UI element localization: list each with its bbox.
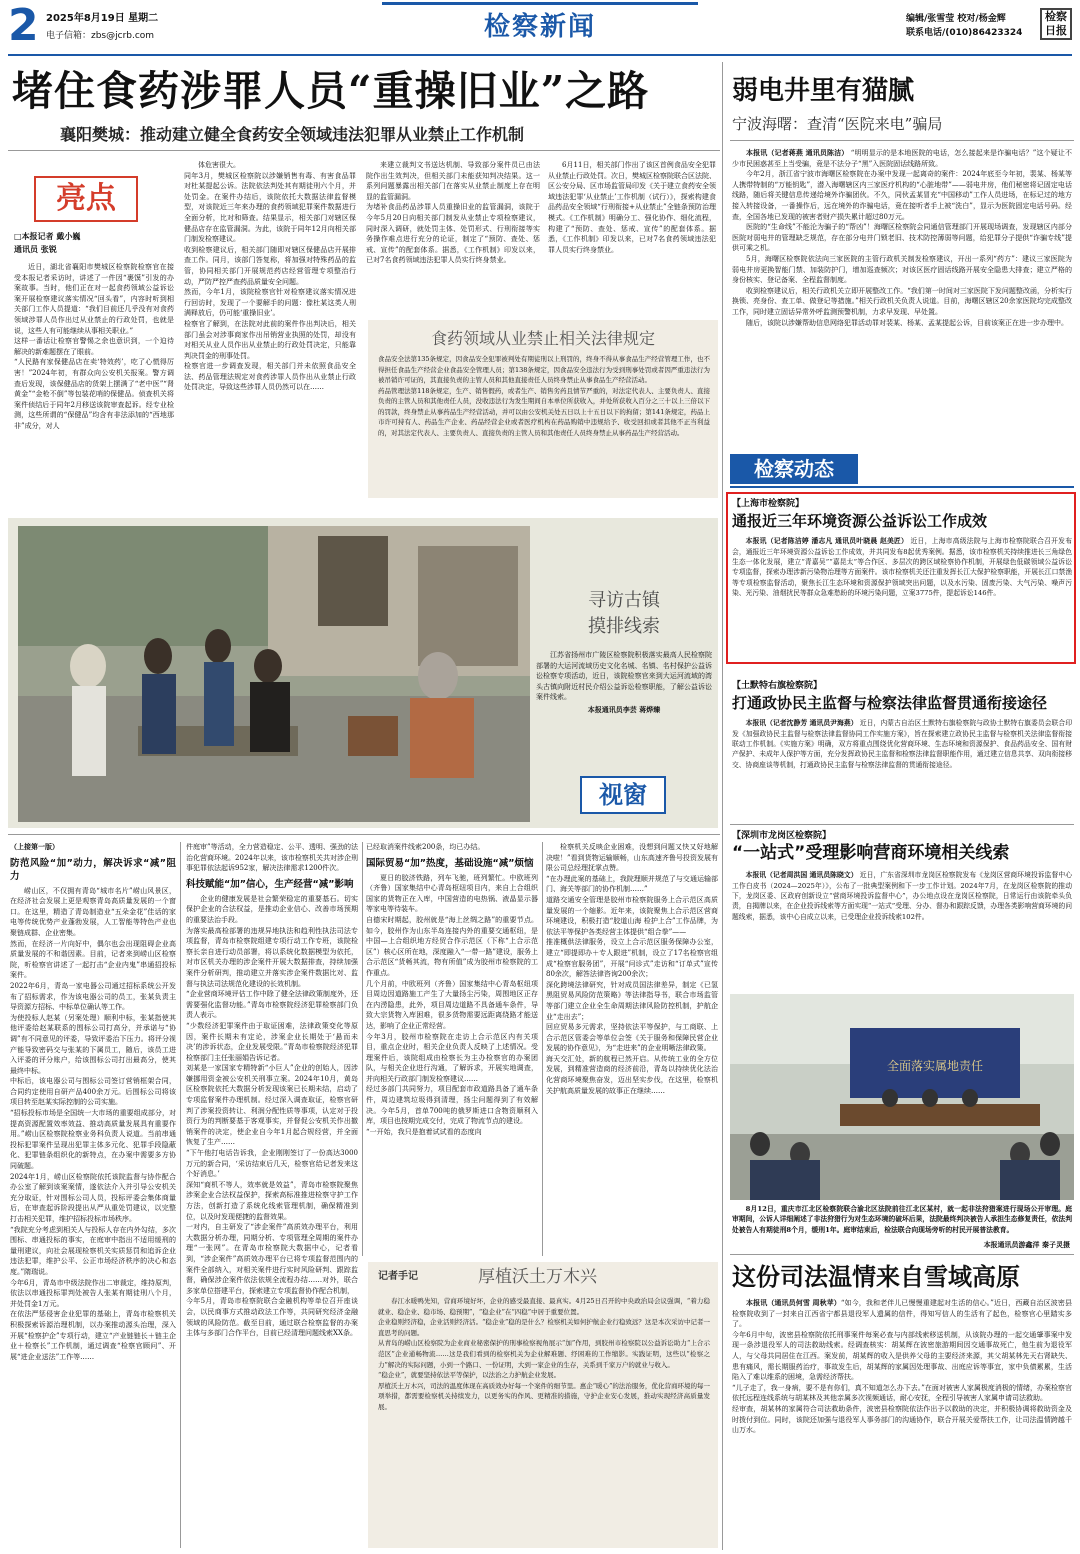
brief-longgang (732, 830, 1072, 978)
courtroom-scene-image (730, 994, 1074, 1200)
brief-title: 通报近三年环境资源公益诉讼工作成效 (732, 512, 988, 531)
right-story-body (732, 148, 1072, 448)
brief-byline: 本报讯（记者陈洁婷 潘志凡 通讯员叶晓晨 赵美匠） (745, 537, 909, 546)
right-headline: 弱电井里有猫腻 (732, 76, 915, 106)
continuation-text-2: 企业的健康发展是社会繁荣稳定的重要基石。切实保护企业的合法权益，是推动企业信心、改善市场预期的重要法治手段。 为落实最高检部署的违规异地执法和趋利性执法司法专项监督，青岛市检察院组建专项行动工作专班，该院检察长亲自进行动员部署，将以系统化数据模型为依托，对市区机关办理的涉企案件开展大数据排查，持续加强案件分析研判，推动建立并落实涉企案件数据比对、监督与执法司法规范化建设的长效机制。 “企业营商环境评估工作中除了健全法律政策制度外，还需要强化监督功能。”青岛市检察院经济犯罪检察部门负责人表示。 “少数经济犯罪案件由于取证困难，法律政策变化等原因，案件长期未有定论，涉案企业长期处于‘悬而未决’的涉诉状态，企业发展受限。”青岛市检察院经济犯罪检察部门主任张丽娟告诉记者。 刘某是一家国家专精特新“小巨人”企业的创始人，因涉嫌挪用资金被公安机关刑事立案。2024年10月，黄岛区检察院依托大数据分析发现该案已长期未结，启动了专项监督案件办理机制。经过深入调查取证，检察官研判了涉案投资转让、利润分配性质等事项，认定对于投资行为的判断要基于客观事实，并督促公安机关作出撤销案件的决定，使企业自今年1月起合规经营，并全面恢复了生产…… “下午他打电话告诉我，企业刚刚签订了一份高达3000万元的新合同，‘采访结束后几天，检察官给记者发来这个好消息。’ 深知“商机不等人，效率就是效益”，青岛市检察院聚焦涉案企业合法权益保护，探索高标准推进检察守护工作方法，创新打造了系统化线索管理机制，确保精准到位，以及时发现便捷的监督效果。 一对内，自主研发了“涉企案件”高质效办理平台，利用大数据分析办理，同期分析、专项管理全周期的案件办理“一张网”。在青岛市检察院大数据中心，记者看到，“涉企案件”高质效办理平台已将专项监督范围内的案件全部纳入，对相关案件进行实时风险研判、跟踪监督，确保涉企案件依法依规全流程办结……对外，联合多家单位搭建平台，探索建立专项监督协作配合机制， 今年5月，青岛市检察院联合金融机构等单位召开座谈会，以民商事方式推动政法工作等，共同研究经济金融领域的风险防范。截至目前，通过联合检察监督的办案主体与多部门合作平台，目前已经清理问题线索XX条。 (186, 894, 358, 1338)
lead-column-4: 6月11日，相关部门作出了该区首例食品安全犯罪从业禁止行政处罚。次日，樊城区检察院联合区法院、区公安分局、区市场监管局印发《关于建立食药安全领域违法犯罪‘从业禁止’工作机制（试行）》，探索构建食品药品安全领域“行刑衔接+从业禁止”全链条预防治理模式。《工作机制》明确分工、强化协作、细化流程，构建了“预防、查处、惩戒、宣传”的配套体系。据悉，《工作机制》印发以来，已对7名食药领域违法犯罪人员实行终身禁业。 (548, 161, 716, 254)
divider (730, 1254, 1074, 1255)
law-box-text: 食品安全法第135条规定，因食品安全犯罪被判处有期徒刑以上刑罚的，终身不得从事食品生产经营管理工作，也不得担任食品生产经营企业食品安全管理人员；第138条规定，因食品安全违法行为受到刑事处罚或者因严重违法行为被吊销许可证的，其直接负责的主管人员和其他直接责任人员终身禁止从事食品生产经营活动。 药品管理法第118条规定，生产、销售假药，或者生产、销售劣药且情节严重的，对法定代表人、主要负责人、直接负责的主管人员和其他责任人员，没收违法行为发生期间自本单位所获收入，并处所获收入百分之三十以上三倍以下的罚款，终身禁止从事药品生产经营活动，并可以由公安机关处五日以上十五日以下的拘留；第141条规定，药品上市许可持有人、药品生产企业、药品经营企业或者医疗机构在药品购销中违规给予、收受回扣或者其他不正当利益的，对其法定代表人、主要负责人、直接负责的主管人员和其他责任人员终身禁止从事药品生产经营活动。 (378, 355, 710, 437)
photo-title-line1: 寻访古镇 (588, 590, 660, 611)
lead-column-2: 体危害很大。 同年3月，樊城区检察院以涉嫌销售有毒、有害食品罪对杜某提起公诉。法院依法判处其有期徒刑六个月，并处罚金。在案件办结后，该院依托大数据法律监督模型，对该院近三年来办理的食药领域犯罪案件数据进行全面分析，比对和筛查。结果显示，相关部门对辖区保健品店存在监管漏洞。为此，该院于同年12月向相关部门制发检察建议。 收到检察建议后，相关部门随即对辖区保健品店开展排查工作。同月，该部门答复称，将加强对特殊药品的监管，协同相关部门开展规范药店经营管理专项整治行动，严防严控严查药品质量安全问题。 然而，今年1月，该院检察官针对检察建议落实情况进行回访时，发现了一个要解手的问题：像杜某这类人刑满释放后，仍可能‘重操旧业’。 检察官了解到，在法院对此前的案件作出判决后，相关部门虽会对涉事商家作出吊销营业执照的处罚，却没有对相关从业人员作出从业禁止的行政处罚决定，只能靠判决罚金的刑事处罚。 检察官进一步调查发现，相关部门并未依照食品安全法、药品管理法规定对食药涉罪人员作出从业禁止行政处罚决定，导致这些涉罪人员仍然可以在…… (184, 161, 356, 392)
screen-slogan: 全面落实属地责任 (886, 1059, 984, 1073)
column-divider (722, 62, 723, 1550)
lead-headline: 堵住食药涉罪人员“重操旧业”之路 (12, 67, 650, 115)
lead-byline: □本报记者 戴小巍 通讯员 张锐 (14, 231, 81, 254)
brief-text: 近日，广东省深圳市龙岗区检察院发布《龙岗区营商环境投诉监督中心工作白皮书（2024—2025年）》，公布了一批典型案例和下一步工作计划。2024年7月，在龙岗区检察院的推动下，龙岗区委、区政府创新设立“营商环境投诉监督中心”，办公地点设在龙岗区检察院，日常运行由该院牵头负责，自揭牌以来，在企业投诉线索等方面实现“一站式”受理、分办、督办和跟踪反馈，办理各类影响营商环境的问题线索，据悉，该中心自成立以来，已受理企业投诉线索102件。 (732, 871, 1072, 921)
right-story-p4: 5月，海曙区检察院依法向三家医院的主管行政机关制发检察建议，开出一系列“药方”：建议三家医院为弱电井房更换智能门禁、加装防护门，增加巡查频次；对该区医疗固话线路开展安全隐患大排查；建立严格的身份核实、登记备案、全程监督制度。 (732, 254, 1072, 285)
reporter-note-title: 厚植沃土万木兴 (478, 1267, 597, 1287)
photo-caption: 江苏省扬州市广陵区检察院积极落实最高人民检察院部署的大运河流域历史文化名城、名镇、名村保护公益诉讼检察专项活动，近日，该院检察官来到大运河流域的湾头古镇向附近村民介绍公益诉讼检察职能，了解公益诉讼案件线索。 (536, 651, 712, 701)
section-rule (730, 486, 1074, 488)
header-divider (8, 54, 1072, 56)
caption-text: 8月12日，重庆市江北区检察院联合渝北区法院前往江北区某村，就一起非法狩猎案进行现场公开审理。庭审期间，公诉人详细阐述了非法狩猎行为对生态环境的破坏后果，法院最终判决被告人承担生态修复责任，依法判处被告人有期徒刑8个月，缓刑1年。庭审结束后，检法联合向现场旁听的村民开展普法教育。 (732, 1205, 1072, 1234)
right-story-p1: “明明显示的是本地医院的电话，怎么接起来是诈骗电话？”这个疑让不少市民困惑甚至上当受骗，竟是不法分子“黑”入医院固话线路所致。 (732, 149, 1072, 168)
brief-text: 近日，上海市高级法院与上海市检察院联合召开发布会，通报近三年环境资源公益诉讼工作成效，并共同发布8起优秀案例。据悉，该市检察机关持续推进长三角绿色生态一体化发展，建立“青嘉吴”“嘉昆太”等合作区、多层次的跨区域检察协作机制，开展绿色低碳领域公益诉讼专项监督，探索办理涉新污染物治理等方面案件。该市检察机关还注重发挥长江大保护检察职能，开展长江口禁渔等专项检察监督活动，聚焦长江生态环境和资源保护领域突出问题，以及水污染、固废污染、大气污染、噪声污染、光污染、油烟扰民等群众急难愁盼的环境污染问题，立案3775件，提起诉讼146件。 (732, 537, 1072, 598)
brief-byline: 本报讯（记者沈静芳 通讯员尹海燕） (745, 719, 858, 728)
law-box-title: 食药领域从业禁止相关法律规定 (430, 329, 655, 348)
lead-subhead: 襄阳樊城：推动建立健全食药安全领域违法犯罪从业禁止工作机制 (60, 125, 525, 144)
photo-title-line2: 摸排线索 (588, 616, 660, 637)
continued-from-note: （上接第一版） (10, 842, 59, 851)
window-badge: 视窗 (580, 776, 666, 814)
lead-column-3: 来建立裁判文书送达机制、导致部分案件员已由法院作出生效判决，但相关部门未能获知判决结果。这一系列问题暴露出相关部门在落实从业禁止制度上存在明显的监管漏洞。 为堵补食品药品涉罪人员重操旧业的监管漏洞，该院于今年5月20日向相关部门制发从业禁止专项检察建议，同时深入调研，就处罚主体、处罚形式、行刑衔接等实务操作难点进行充分的论证，制定了“预防、查处、惩戒、宣传”的配套体系。据悉，《工作机制》印发以来，已对7名食药领域违法犯罪人员实行终身禁业。 (366, 161, 540, 265)
continuation-col3-head: 已经取消案件线索200条，均已办结。 (366, 843, 485, 851)
courtroom-photo (730, 994, 1074, 1200)
photo-credit: 本报通讯员李芸 蒋烨臻 (587, 704, 661, 714)
tibet-text: “如今，我和老伴儿已慢慢重建起对生活的信心。”近日，西藏自治区波密县检察院收到了一封来自江西省宁都县退役军人遗属的信件，得知写信人的生活有了起色，检察官心里踏实多了。 今年6月中旬，波密县检察院依托刑事案件每案必查与内部线索移送机制，从该院办理的一起交通肇事案中发现一条涉退役军人的司法救助线索。经调查核实：胡某辉在波密旅游期间因交通事故死亡，他生前为退役军人，与父母共同居住在江西。案发前，胡某辉的收入是供养父母的主要经济来源，其父胡某林先天右肾缺失、患有痛风，需长期服药治疗，事故发生后，胡某辉的家属因处理事故、出庭应诉等事宜，家中负债累累，生活陷入了难以维系的困境，急需经济帮扶。 “儿子走了，我一身病，要不是有你们，真不知道怎么办下去。”在面对被害人家属极度消极的情绪，办案检察官依托远程连线系统与胡某林及其他亲属多次视频通话，耐心安抚，全程引导被害人家属申请司法救助。 经审查，胡某林的家属符合司法救助条件，波密县检察院依法作出予以救助的决定，并积极协调将救助资金及时拨付到位。同时，该院还加强与退役军人事务部门的沟通协作，联合开展关爱帮扶工作，让司法温情跨越千山万水。 (732, 1299, 1072, 1435)
reporter-note-tag: 记者手记 (378, 1271, 418, 1282)
issue-date: 2025年8月19日 星期二 (46, 13, 159, 24)
brief-body (732, 536, 1072, 654)
brief-byline: 本报讯（记者周洪国 通讯员陈晓文） (745, 871, 858, 880)
editor-info (906, 12, 1022, 40)
village-scene-image (18, 526, 530, 822)
divider (8, 834, 720, 835)
village-photo (18, 526, 530, 822)
continuation-col-2 (186, 842, 358, 1548)
right-story-byline: 本报讯（记者蒋燕 通讯员陈洁） (746, 148, 849, 157)
tibet-byline: 本报讯（通讯员何雪 周秋苹） (746, 1298, 841, 1307)
right-story-p2: 今年2月，浙江省宁波市海曙区检察院在办案中发现一起离奇的案件：2024年底至今年初，裴某、杨某等人携带特制的“万能钥匙”，潜入海曙辖区内三家医疗机构的“心脏地带”——弱电井房，他们秘密将记固定电话线路，随后将关键信息传递给境外诈骗团伙。不久，同伙孟某冒充“中国移动”工作人员进场，在标记过的地方接入转接设备，一番操作后，远在境外的诈骗电话，竟在接听者手上被“洗白”，显示为医院固定电话号码。经查，全国各地已发现的被害者财产损失累计超过80万元。 (732, 170, 1072, 221)
brief-tag: 【上海市检察院】 (732, 499, 805, 509)
continuation-text-3: 夏日的胶济铁路，列车飞驰，班列繁忙。中欧班列（齐鲁）国家集结中心青岛枢纽项目内，来自上合组织国家的货物正在入库，中国营造的电热锅、液晶显示器等家电等待装车。 自德宋时期起，胶州就是“海上丝绸之路”的重要节点。如今，胶州作为山东半岛连接内外的重要交通枢纽，是中国—上合组织地方经贸合作示范区（下称“上合示范区”）核心区所在地，深度融入“一带一路”建设，服务上合示范区“货畅其流，物有所值”成为胶州市检察院的工作重点。 几个月前，中欧班列（齐鲁）国家集结中心青岛枢纽项目周边因道路施工产生了大量扬尘污染，周围地区正存在内涝隐患，此外，项目周边道路不具备通车条件，导致大宗货物入库困难，很多货物需要远距离绕路才能送达，影响了企业正常经营。 今年3月，胶州市检察院在走访上合示范区内有关项目，重点企业时，相关企业负责人反映了上述情况。受理案件后，该院组成由检察长为主办检察官的办案团队，与相关企业进行沟通，了解诉求，开展实地调查，并向相关行政部门制发检察建议…… 经过多部门共同努力，项目配套市政道路具备了通车条件，周边建筑垃圾得到清理，扬尘问题得到了有效解决。今年5月，首单700吨的俄罗斯进口含物资顺利入库，项目也按期完成交付，完成了物流节点的建设。 “一开始，我只是抱着试试看的态度向 (366, 873, 538, 1136)
contact-phone: 联系电话/(010)86423324 (906, 28, 1023, 38)
courtroom-caption (732, 1204, 1072, 1240)
continuation-col-1 (10, 842, 176, 1548)
continuation-col-3 (366, 842, 538, 1256)
brief-tag: 【深圳市龙岗区检察院】 (732, 831, 832, 841)
lead-column-1: 近日，湖北省襄阳市樊城区检察院检察官在接受本报记者采访时，讲述了一件因“裹馍”引发的办案故事。当时，他们正在对一起食药领域公益诉讼案开展检察建议落实情况“回头看”，内容时听到相关部门工作人员提道：“我们目前还几乎没有对食药领域涉罪人员作出过从业禁止的行政处罚，也就是说，这些人有可能继续从事相关职业。” 这样一番话让检察官警惕之余也意识到，一个迫待解决的新难题摆在了眼前。 “人民路有家保健品店在卖‘特效药’，吃了心慌得厉害！”2024年初，有群众向公安机关报案。警方调查后发现，该保健品店的货架上摆满了“老中医”“肾黄金”“金枪不倒”等包装花哨的保健品。侦查机关将案件侦结后于同年2月移送该院审查起诉。经专业检测，这些所谓的“保健品”均含有非法添加的“西地那非”成分，对人 (14, 263, 174, 430)
divider (8, 150, 720, 151)
brief-title: 打通政协民主监督与检察法律监督贯通衔接途径 (732, 694, 1048, 713)
brief-shanghai (732, 498, 1072, 654)
right-story-p5: 收到检察建议后，相关行政机关立即开展整改工作。“我们第一时间对三家医院下发问题整改函，分析实行换锁、亮身份、查工单、做登记等措施。”相关行政机关负责人说道。目前，海曙区辖区20余家医院均完成整改工作，同时建立固话异常外呼监测预警机制，力求早发现、早处置。 (732, 286, 1072, 316)
column-divider (180, 842, 181, 1548)
subsection-heading-3: 国际贸易“加”热度，基础设施“减”烦恼 (366, 857, 534, 869)
reporter-note-box (368, 1262, 718, 1548)
continuation-text-1: 崂山区，不仅拥有青岛“城市名片”崂山风景区，在经济社会发展上更是观察青岛高质量发展的一个窗口。在这里，精造了青岛制造业“五朵金花”佳话的家电等传统优势产业蓬勃发展，人工智能等特色产业也聚链成群、企业密集。 然而，在经济一片向好中，偶尔也会出现阻碍企业高质量发展的不和谐因素。目前，记者来到崂山区检察院，听检察官讲述了一起打击“企业内鬼”串通招投标案件。 2022年6月，青岛一家电器公司通过招标系统公开发布了招标需求，作为该电器公司的员工，张某负责主导资源方招标、中标单位确认等工作。 为使投标人赵某（另案处理）顺利中标，张某指使其他评委给赵某联系的围标公司打高分，并承诺与“协调”有不同意见的评委，导致评委治下压力。将评分视产能导致密码交与张某的下属员工，随后，该员工进入评委的评分账户，给该围标公司打出最高分，使其最终中标。 中标后，该电器公司与围标公司签订营销框架合同，合同约定使用自研产品400余万元。后围标公司将该项目转至赵某实际控制的公司实施。 “招标投标市场是全国统一大市场的重要组成部分，对提高资源配置效率效益、推动高质量发展具有重要作用。”崂山区检察院检察业务科负责人说道。当前串通投标犯罪案件呈现出犯罪主体多元化、犯罪手段隐蔽化、犯罪链条组织化的新特点，在办案中需要多方协同破题。 2024年1月，崂山区检察院依托该院监督与协作配合办公室了解到该案案情，遂依法介入并引导公安机关充分取证，针对围标公司人员，投标评委会集体商量后，在审查起诉阶段提出从严从重处罚建议，以完整打击相关犯罪，维护招标投标市场秩序。 “我院充分考虑到相关人与投标人存在内外勾结，多次围标、串通投标的事实，在庭审中指出不适用缓刑的量刑建议，向社会展现检察机关实质惩罚和追诉企业违法犯罪，维护公平、公正市场经济秩序的决心和态度。”隋瑞说。 今年6月，青岛市中级法院作出二审裁定，维持原判，依法以串通投标罪判处被告人张某有期徒刑八个月，并处罚金1万元。 在依法严惩侵害企业犯罪的基础上，青岛市检察机关积极探索诉源治理机制，以办案推动源头治理，深入开展“检察护企”专项行动，建立“产业链链长＋链主企业＋检察长”工作机制，通过调查“检察官顾问”、开展“进企业送法”工作等…… (10, 886, 176, 1361)
subsection-heading-2: 科技赋能“加”信心，生产经营“减”影响 (186, 878, 354, 890)
brief-body (732, 870, 1072, 978)
divider (730, 140, 1074, 141)
right-story-p6: 随后，该院以涉嫌帮助信息网络犯罪活动罪对裴某、杨某、孟某提起公诉，目前该案正在进一步办理中。 (746, 318, 1068, 327)
brief-title: “一站式”受理影响营商环境相关线索 (732, 843, 1010, 864)
photo-credit: 本报通讯员游鑫洋 秦子灵摄 (983, 1240, 1070, 1249)
reporter-note-text: 春江水暖鸭先知，营商环境好坏，企业的感受最直接、最真实。4月25日召开的中央政治局会议强调，“着力稳就业、稳企业、稳市场、稳预期”，“稳企业”在“四稳”中居于重要位置。 企业稳则经济稳，企业活则经济活。“稳企业”稳的是什么？检察机关如何护航企业行稳致远？这是本次采访中记者一直思考的问题。 从青岛的崂山区检察院为企业商业秘密保护的刑事检察视角展示“加”作用，到胶州市检察院以公益诉讼助力“上合示范区”企业通畅物流……这是我们看到的检察机关为企业解难题、纾困难的工作缩影。实践证明，这些以“检察之力”解决的实际问题，小到一个路口、一份证明，大到一家企业的生存，关系到千家万户的就业与收入。 “稳企业”，就要坚持依法平等保护，以法治之力护航企业发展。 厚植沃土万木兴，司法的温度体现在高质效办好每一个案件的细节里。惠企“暖心”的法治服务，优化营商环境的每一项举措，都需要检察机关持续发力，以更务实的作风、更精准的措施，守护企业安心发展，推动实现经济高质量发展。 (378, 1297, 710, 1411)
subsection-heading-1: 防范风险“加”动力，解决诉求“减”阻力 (10, 857, 176, 882)
tibet-story-body (732, 1298, 1072, 1550)
contact-email: 电子信箱：zbs@jcrb.com (46, 31, 155, 41)
photo-feature (8, 518, 718, 828)
brief-text: 近日，内蒙古自治区土默特右旗检察院与政协土默特右旗委员会联合印发《加强政协民主监督与检察法律监督协同工作实施方案》，旨在探索建立政协民主监督与检察机关法律监督衔接联动工作机制。《实施方案》明确，双方将重点围绕优化营商环境、生态环境和资源保护、食品药品安全、国有财产保护、未成年人保护等方面，充分发挥政协民主监督和检察法律监督职能作用，通过建立信息共享、双向衔接移交、协商座谈等机制，打通政协民主监督与检察法律监督的贯通衔接途径。 (732, 719, 1072, 769)
column-divider (542, 842, 543, 1256)
brief-tag: 【土默特右旗检察院】 (732, 681, 823, 691)
law-box (368, 320, 718, 498)
brief-body (732, 718, 1072, 826)
news-dynamics-badge: 检察动态 (730, 454, 858, 484)
continuation-col-4: 检察机关反映企业困难，没想到问题又快又好地解决啦！”看到货物运输顺畅，山东高速齐鲁号投资发展有限公司总经理抚掌点赞。 “在办理此案的基础上，我院理顺并规范了与交通运输部门、海关等部门的协作机制……” 道路交通安全管理是胶州市检察院服务上合示范区高质量发展的一个缩影。近年来，该院聚焦上合示范区营商环境建设，积极打造“胶道山海 检护上合”工作品牌，为依法平等保护各类经营主体提供“组合拳”—— 推准概供法律服务，设立上合示范区服务保障办公室，建立“即提即办＋专人跟进”机制，设立了17名检察官组成“检察官服务团”，开展“问诊式”走访和“订单式”宣传80余次，解答法律咨询200余次； 深化跨境法律研究，针对成员国法律差异，制定《已氢黑阻贸易风险防范策略》等法律指导书，联合市场监管等部门建立企业全生命周期法律风险防控机制，护航企业“走出去”； 回应贸易多元需求，坚持依法平等保护，与工商联、上合示范区管委会等单位会签《关于服务和保障民营企业发展的协作意见》，为“走进来”的企业明晰法律政策。 海天交汇处，新的航程已然开启。从传统工业的全方位发展，到精准营造商的经济前沿，青岛以持续优化法治化营商环境聚焦奋发，迈出坚实步伐，在这里，检察机关护航高质量发展的故事正在继续…… (546, 843, 718, 1095)
newspaper-logo: 检察日报 (1040, 8, 1072, 40)
right-subhead: 宁波海曙：查清“医院来电”骗局 (732, 115, 943, 133)
highlight-badge: 亮点 (34, 176, 138, 222)
masthead (0, 0, 1080, 58)
divider (730, 824, 1074, 825)
column-divider (362, 842, 363, 1256)
section-rule (382, 2, 698, 5)
tibet-headline: 这份司法温情来自雪域高原 (732, 1262, 1020, 1291)
continuation-col2-head: 件庭审”等活动，全力营造稳定、公平、透明、强劲的法治化营商环境。2024年以来，该市检察机关共对涉企刑事犯罪依法起诉952家，解决法律需求1200件次。 (186, 843, 358, 873)
photo-caption-block (536, 588, 712, 715)
page-number: 2 (8, 0, 39, 51)
section-title: 检察新闻 (483, 12, 596, 42)
editors: 编辑/张雪莹 校对/杨金辉 (906, 14, 1006, 24)
brief-tumote (732, 680, 1072, 826)
right-story-p3: 医院的“生命线”不能沦为骗子的“帮凶”！海曙区检察院会同通信管理部门开展现场调查，发现辖区内部分医院对弱电井的管理缺乏规范，存在部分电井门锁老旧、技术防控薄弱等问题，给犯罪分子提供“诈骗专线”提供可乘之机。 (732, 223, 1072, 253)
